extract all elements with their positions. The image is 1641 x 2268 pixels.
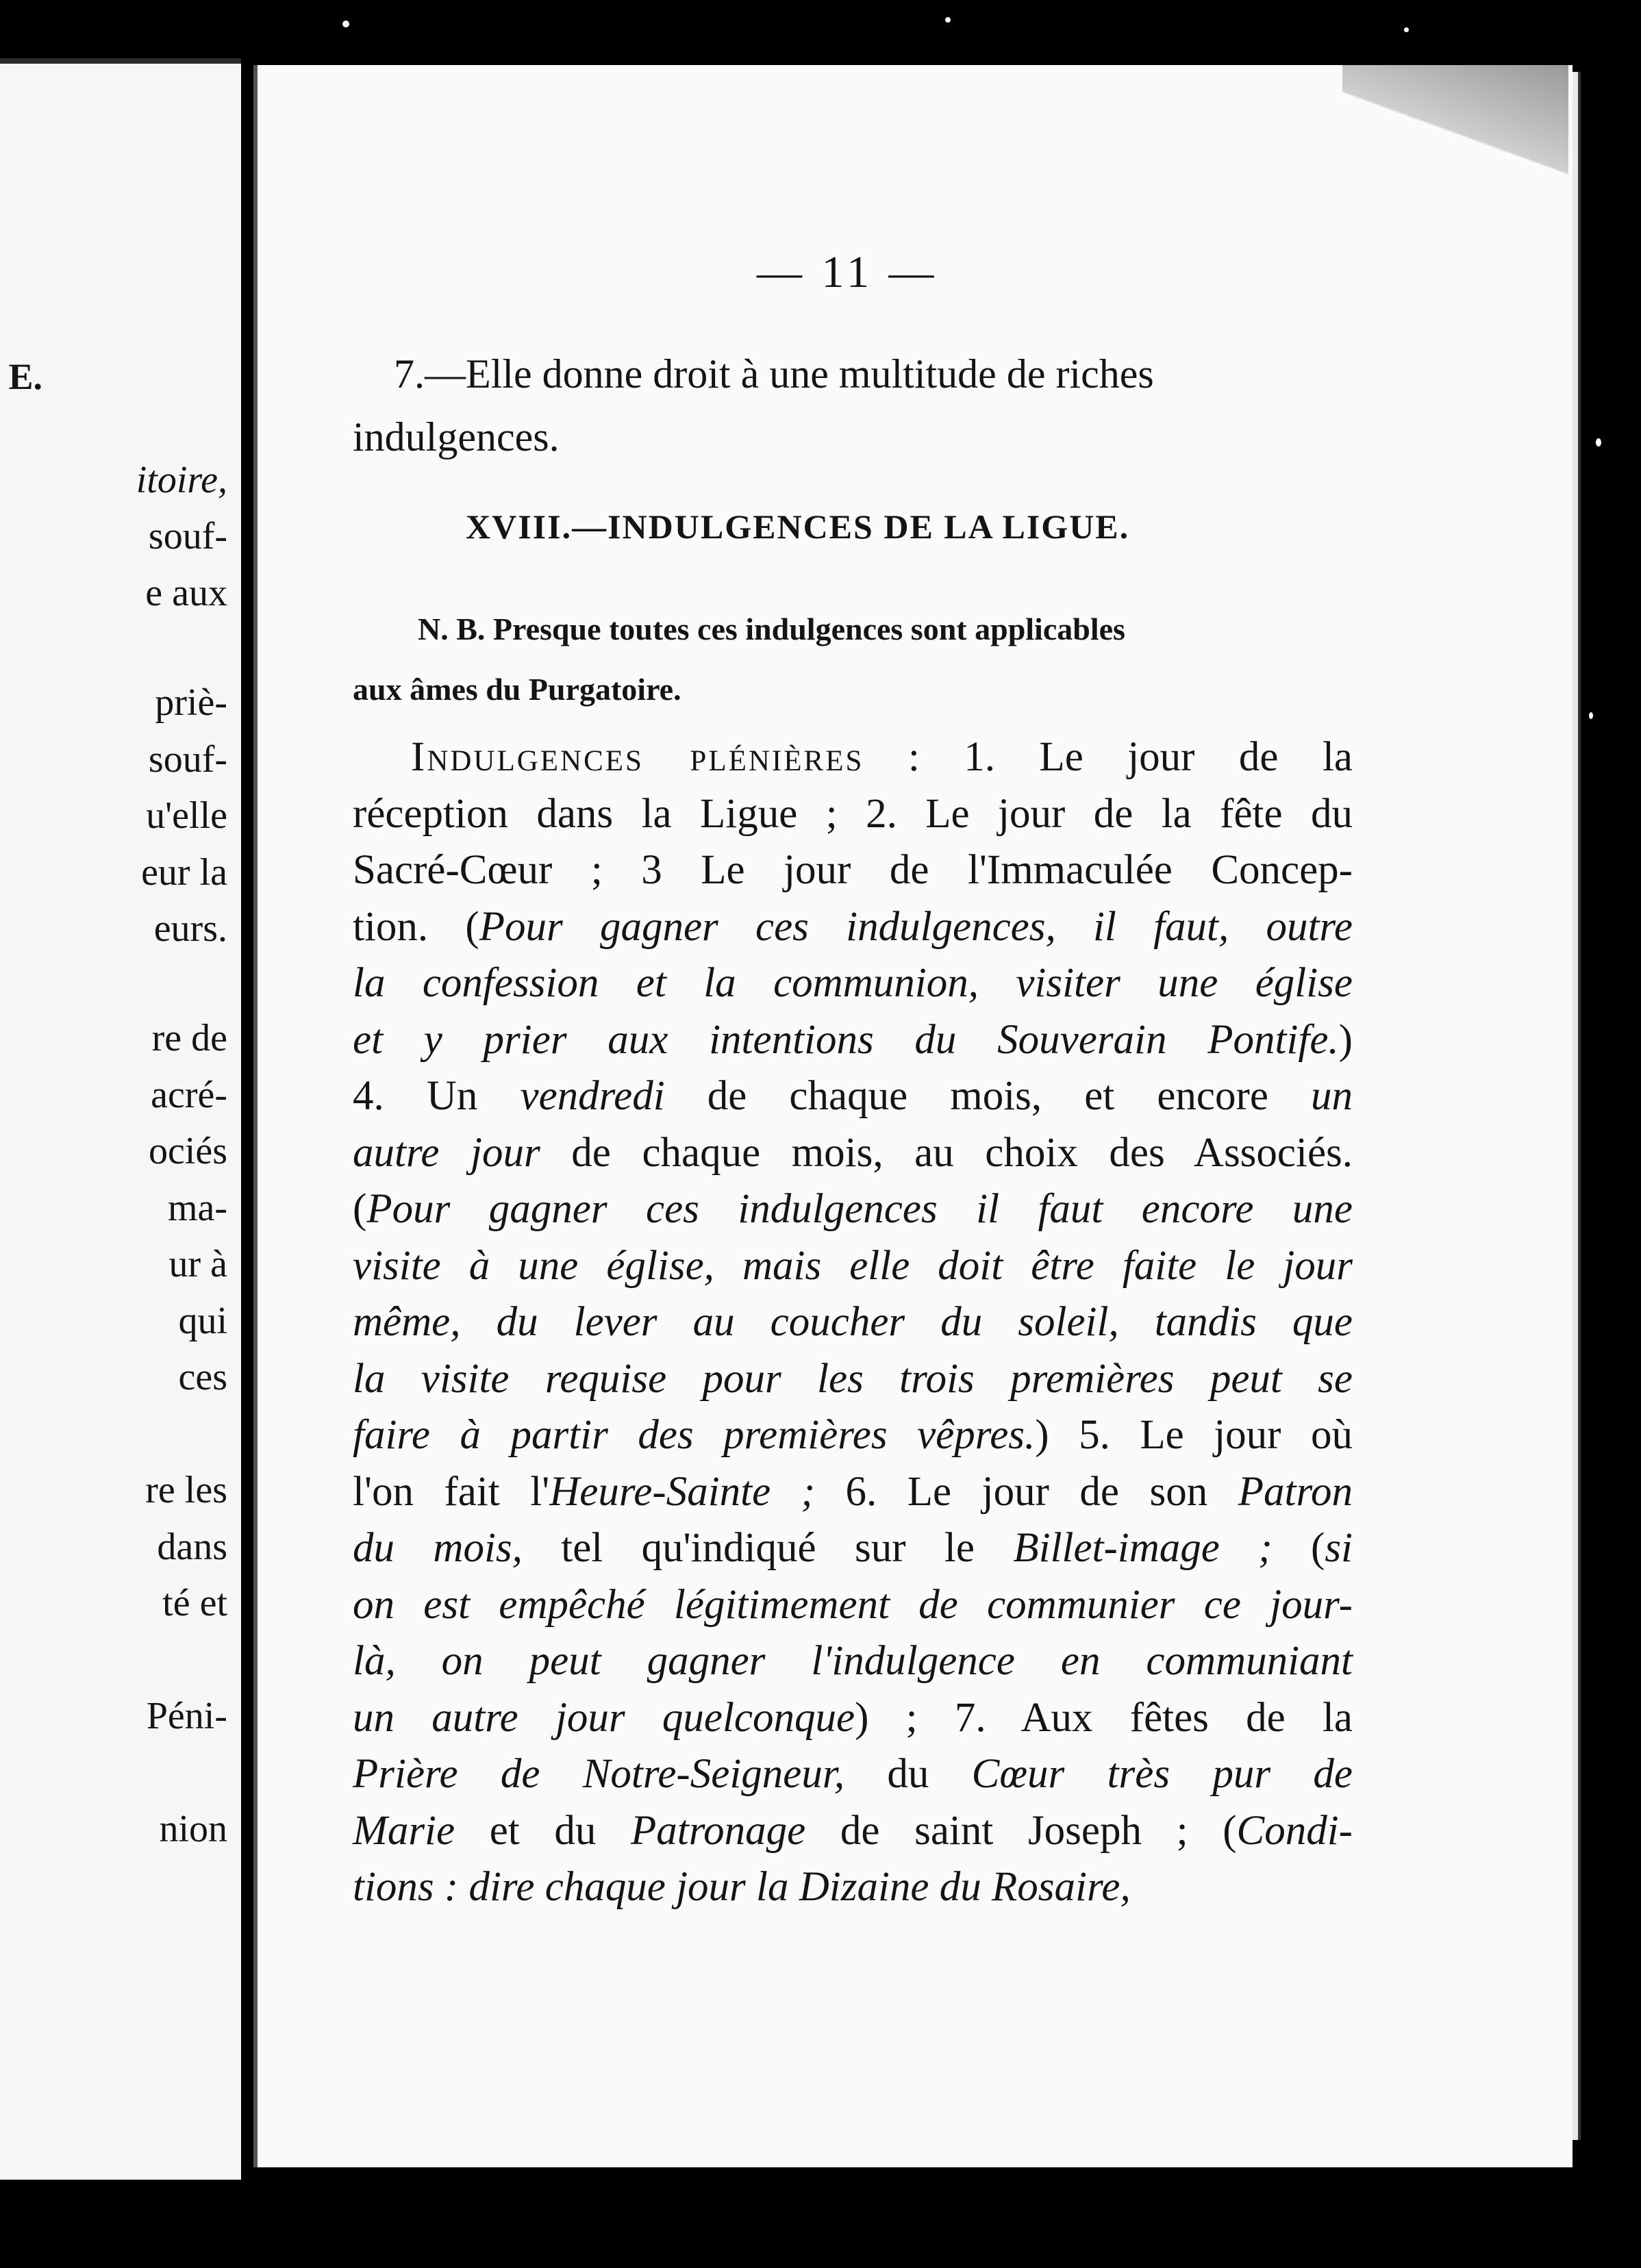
- left-fragment: re les: [145, 1469, 227, 1511]
- left-fragment: Péni-: [146, 1695, 227, 1737]
- left-fragment: ociés: [148, 1130, 227, 1172]
- left-fragment: re de: [151, 1017, 227, 1059]
- body-line: Indulgences plénières : 1. Le jour de la: [411, 734, 1353, 780]
- left-fragment: e aux: [145, 572, 227, 614]
- indulgences-body: [353, 729, 1353, 1916]
- body-line: Sacré-Cœur ; 3 Le jour de l'Immaculée Concep-: [353, 847, 1353, 893]
- speck: [945, 17, 951, 23]
- body-line: faire à partir des premières vêpres.) 5. Le jour où: [353, 1412, 1353, 1458]
- left-page: [0, 58, 241, 2180]
- body-line: du mois, tel qu'indiqué sur le Billet-image ; (si: [353, 1525, 1353, 1571]
- left-fragment: qui: [178, 1300, 227, 1342]
- left-fragment: souf-: [148, 738, 227, 781]
- body-line: tions : dire chaque jour la Dizaine du Rosaire,: [353, 1864, 1131, 1910]
- body-line: la visite requise pour les trois premières peut se: [353, 1355, 1353, 1402]
- corner-fold: [1342, 65, 1568, 223]
- body-line: et y prier aux intentions du Souverain Pontife.): [353, 1016, 1353, 1063]
- speck: [1589, 712, 1593, 719]
- body-line: un autre jour quelconque) ; 7. Aux fêtes de la: [353, 1694, 1353, 1741]
- left-fragment: itoire,: [136, 459, 227, 501]
- body-line: tion. (Pour gagner ces indulgences, il faut, outre: [353, 903, 1353, 950]
- left-fragment: té et: [162, 1582, 227, 1624]
- paragraph-7: [353, 342, 1154, 468]
- left-fragment: priè-: [155, 681, 227, 724]
- body-line: la confession et la communion, visiter une église: [353, 960, 1353, 1006]
- left-fragment: souf-: [148, 515, 227, 557]
- left-fragment: ces: [178, 1356, 227, 1398]
- left-fragment: eurs.: [153, 907, 227, 950]
- left-fragment: ur à: [168, 1243, 227, 1285]
- note-line-1: N. B. Presque toutes ces indulgences sont applicables: [418, 612, 1125, 646]
- page-number: — 11 —: [757, 247, 938, 297]
- note-line-2: aux âmes du Purgatoire.: [353, 672, 681, 707]
- speck: [1404, 27, 1409, 32]
- body-line: l'on fait l'Heure-Sainte ; 6. Le jour de son Patron: [353, 1468, 1353, 1515]
- body-line: on est empêché légitimement de communier ce jour-: [353, 1581, 1353, 1628]
- left-fragment: ma-: [167, 1187, 227, 1229]
- body-line: visite à une église, mais elle doit être faite le jour: [353, 1242, 1353, 1289]
- speck: [342, 21, 349, 27]
- left-fragment: nion: [159, 1808, 227, 1850]
- left-fragment: acré-: [151, 1074, 227, 1116]
- note-paragraph: [353, 599, 1353, 720]
- speck: [1596, 438, 1601, 446]
- body-line: là, on peut gagner l'indulgence en communiant: [353, 1638, 1353, 1684]
- paragraph-7-line-1: 7.—Elle donne droit à une multitude de riches: [394, 351, 1154, 396]
- body-line: Marie et du Patronage de saint Joseph ; (Condi-: [353, 1807, 1353, 1854]
- body-line: autre jour de chaque mois, au choix des Associés.: [353, 1129, 1353, 1176]
- body-line: Prière de Notre-Seigneur, du Cœur très pur de: [353, 1751, 1353, 1797]
- left-fragment: dans: [157, 1526, 227, 1568]
- body-line: (Pour gagner ces indulgences il faut encore une: [353, 1186, 1353, 1232]
- body-line: 4. Un vendredi de chaque mois, et encore un: [353, 1073, 1353, 1119]
- left-fragment: E.: [8, 356, 42, 397]
- body-line: réception dans la Ligue ; 2. Le jour de la fête du: [353, 790, 1353, 837]
- left-fragment: u'elle: [146, 794, 227, 837]
- left-fragment: eur la: [141, 851, 227, 894]
- body-line: même, du lever au coucher du soleil, tandis que: [353, 1299, 1353, 1345]
- paragraph-7-line-2: indulgences.: [353, 414, 560, 459]
- section-heading: XVIII.—INDULGENCES DE LA LIGUE.: [466, 507, 1130, 546]
